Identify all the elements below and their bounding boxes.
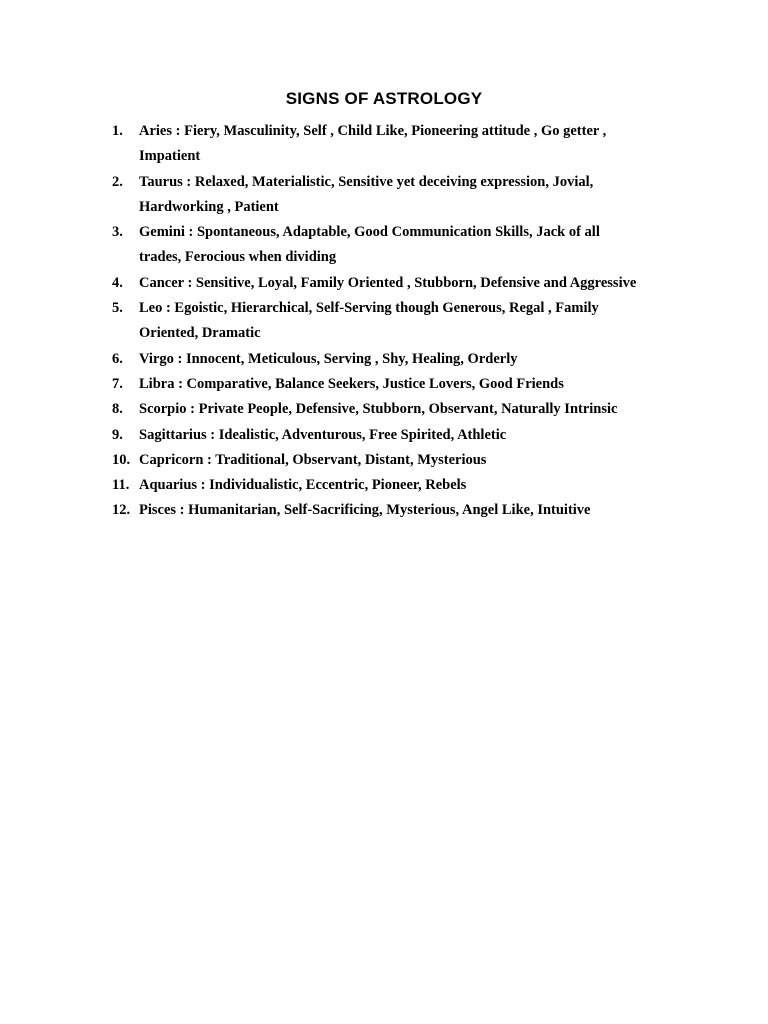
list-item-text: Aries : Fiery, Masculinity, Self , Child Like, Pioneering attitude , Go getter , Impatient: [139, 123, 607, 165]
list-item-text: Leo : Egoistic, Hierarchical, Self-Serving though Generous, Regal , Family Oriented, Dramatic: [139, 300, 599, 342]
astrology-signs-list: [112, 119, 712, 524]
list-item: [112, 397, 712, 422]
list-item: [112, 220, 712, 271]
list-item-text: Scorpio : Private People, Defensive, Stubborn, Observant, Naturally Intrinsic: [139, 401, 618, 418]
list-item-number: 10.: [112, 451, 131, 468]
list-item: [112, 372, 712, 397]
list-item-number: 6.: [112, 350, 123, 367]
list-item-number: 12.: [112, 502, 131, 519]
list-item-number: 1.: [112, 123, 123, 139]
list-item-number: 8.: [112, 401, 123, 418]
list-item-number: 9.: [112, 426, 123, 443]
list-item-text: Gemini : Spontaneous, Adaptable, Good Communication Skills, Jack of all trades, Ferocious when dividing: [139, 224, 600, 266]
list-item: [112, 119, 712, 170]
list-item-text: Virgo : Innocent, Meticulous, Serving , Shy, Healing, Orderly: [139, 350, 518, 367]
list-item-text: Taurus : Relaxed, Materialistic, Sensitive yet deceiving expression, Jovial, Hardworking , Patient: [139, 173, 594, 215]
list-item-number: 2.: [112, 173, 123, 190]
list-item: [112, 473, 712, 498]
list-item-number: 7.: [112, 375, 123, 392]
list-item: [112, 498, 712, 523]
list-item: [112, 271, 712, 296]
list-item-text: Pisces : Humanitarian, Self-Sacrificing, Mysterious, Angel Like, Intuitive: [139, 502, 591, 519]
list-item-text: Sagittarius : Idealistic, Adventurous, Free Spirited, Athletic: [139, 426, 507, 443]
list-item-text: Libra : Comparative, Balance Seekers, Justice Lovers, Good Friends: [139, 375, 564, 392]
list-item-text: Cancer : Sensitive, Loyal, Family Oriented , Stubborn, Defensive and Aggressive: [139, 274, 637, 291]
list-item: [112, 448, 712, 473]
list-item: [112, 423, 712, 448]
list-item-number: 4.: [112, 274, 123, 291]
list-item: [112, 170, 712, 221]
document-title: SIGNS OF ASTROLOGY: [285, 89, 483, 108]
list-item-text: Capricorn : Traditional, Observant, Distant, Mysterious: [139, 451, 487, 468]
list-item-text: Aquarius : Individualistic, Eccentric, Pioneer, Rebels: [139, 477, 467, 494]
list-item-number: 5.: [112, 300, 123, 317]
list-item: [112, 296, 712, 347]
list-item-number: 11.: [112, 477, 130, 494]
list-item-number: 3.: [112, 224, 123, 241]
list-item: [112, 347, 712, 372]
